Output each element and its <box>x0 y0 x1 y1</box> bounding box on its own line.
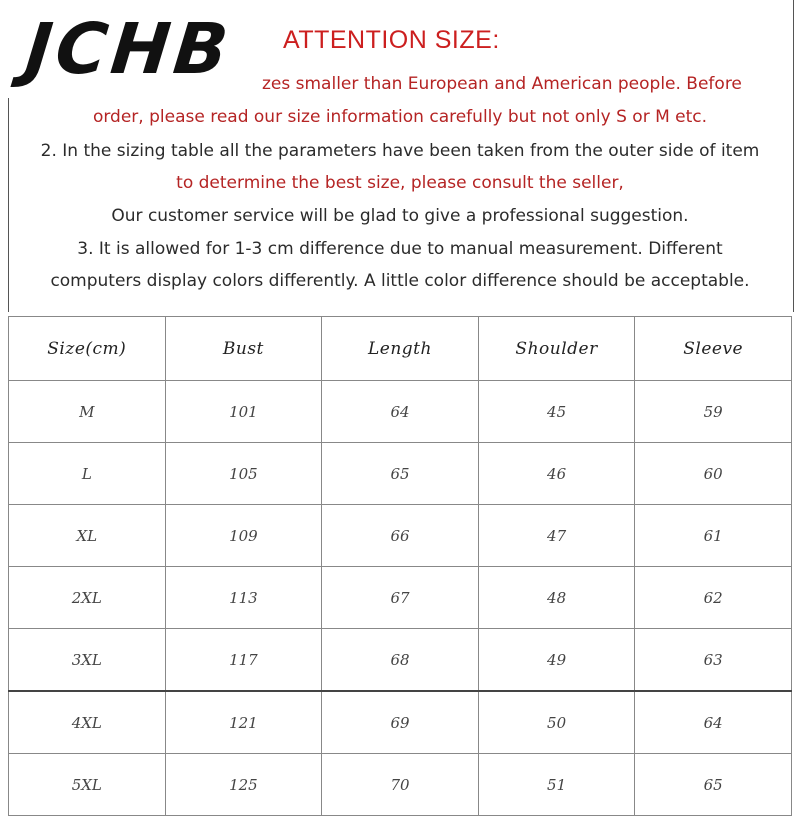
notice-line-6: 3. It is allowed for 1-3 cm difference due to manual measurement. Different <box>77 239 723 259</box>
cell-bust: 125 <box>165 754 322 816</box>
cell-sleeve: 65 <box>635 754 792 816</box>
cell-shoulder: 46 <box>478 443 635 505</box>
cell-size: 2XL <box>9 567 166 629</box>
cell-sleeve: 64 <box>635 691 792 754</box>
cell-bust: 117 <box>165 629 322 692</box>
cell-bust: 101 <box>165 381 322 443</box>
cell-shoulder: 50 <box>478 691 635 754</box>
cell-length: 67 <box>322 567 479 629</box>
cell-sleeve: 59 <box>635 381 792 443</box>
cell-bust: 113 <box>165 567 322 629</box>
size-table <box>8 316 792 816</box>
cell-length: 66 <box>322 505 479 567</box>
header-shoulder: Shoulder <box>478 317 635 381</box>
cell-bust: 105 <box>165 443 322 505</box>
cell-sleeve: 62 <box>635 567 792 629</box>
notice-line-3: 2. In the sizing table all the parameters have been taken from the outer side of item <box>40 141 760 161</box>
cell-size: 5XL <box>9 754 166 816</box>
table-row <box>9 567 792 629</box>
header-length: Length <box>322 317 479 381</box>
cell-shoulder: 47 <box>478 505 635 567</box>
brand-logo-text: JCHB <box>22 8 236 90</box>
cell-length: 65 <box>322 443 479 505</box>
notice-line-1: zes smaller than European and American people. Before <box>262 74 742 94</box>
cell-size: M <box>9 381 166 443</box>
cell-sleeve: 61 <box>635 505 792 567</box>
cell-shoulder: 49 <box>478 629 635 692</box>
table-row <box>9 443 792 505</box>
cell-size: 4XL <box>9 691 166 754</box>
brand-logo <box>0 0 258 98</box>
cell-size: XL <box>9 505 166 567</box>
size-table-header-row <box>9 317 792 381</box>
table-row <box>9 629 792 692</box>
cell-length: 69 <box>322 691 479 754</box>
cell-bust: 121 <box>165 691 322 754</box>
header-size: Size(cm) <box>9 317 166 381</box>
table-row <box>9 691 792 754</box>
cell-sleeve: 63 <box>635 629 792 692</box>
cell-size: L <box>9 443 166 505</box>
table-row <box>9 754 792 816</box>
cell-size: 3XL <box>9 629 166 692</box>
header-bust: Bust <box>165 317 322 381</box>
cell-shoulder: 51 <box>478 754 635 816</box>
notice-line-4: to determine the best size, please consult the seller, <box>176 173 624 193</box>
notice-line-2: order, please read our size information carefully but not only S or M etc. <box>92 107 708 127</box>
cell-bust: 109 <box>165 505 322 567</box>
cell-shoulder: 48 <box>478 567 635 629</box>
notice-line-7: computers display colors differently. A little color difference should be acceptable. <box>50 271 750 291</box>
header-sleeve: Sleeve <box>635 317 792 381</box>
cell-shoulder: 45 <box>478 381 635 443</box>
cell-length: 70 <box>322 754 479 816</box>
cell-length: 68 <box>322 629 479 692</box>
cell-length: 64 <box>322 381 479 443</box>
cell-sleeve: 60 <box>635 443 792 505</box>
attention-heading: ATTENTION SIZE: <box>283 26 500 54</box>
notice-line-5: Our customer service will be glad to give a professional suggestion. <box>111 206 689 226</box>
table-row <box>9 381 792 443</box>
table-row <box>9 505 792 567</box>
